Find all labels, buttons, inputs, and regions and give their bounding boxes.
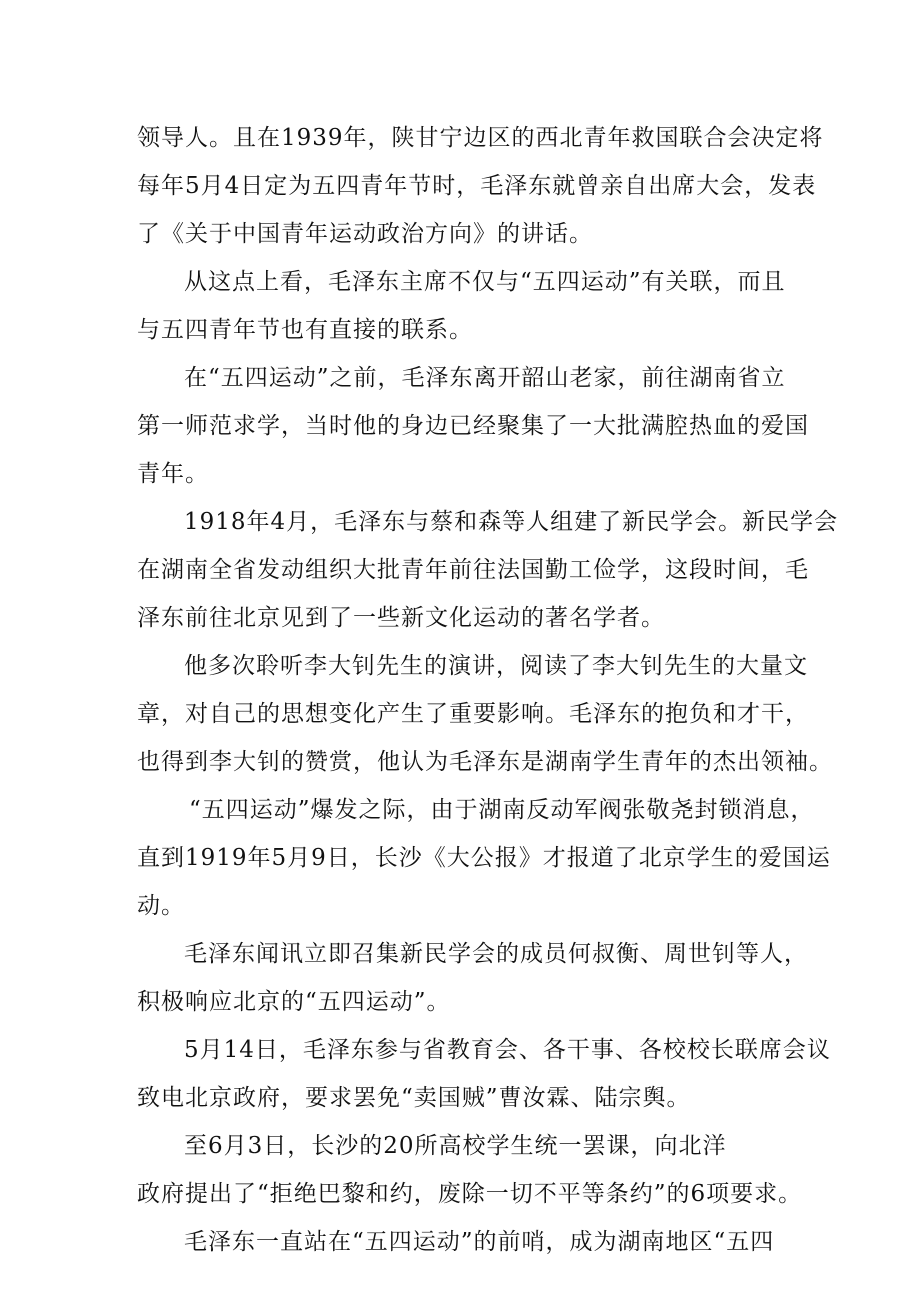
text-line: 每年5月4日定为五四青年节时，毛泽东就曾亲自出席大会，发表 [137,173,817,199]
text-line: 泽东前往北京见到了一些新文化运动的著名学者。 [137,605,665,631]
text-line: 与五四青年节也有直接的联系。 [137,317,473,343]
paragraph-start-line: 他多次聆听李大钊先生的演讲，阅读了李大钊先生的大量文 [184,653,808,679]
paragraph-start-line: 至6月3日，长沙的20所高校学生统一罢课，向北洋 [184,1133,727,1159]
paragraph-start-line: 1918年4月，毛泽东与蔡和森等人组建了新民学会。新民学会 [184,509,839,535]
text-line: 领导人。且在1939年，陕甘宁边区的西北青年救国联合会决定将 [137,125,824,151]
text-line: 动。 [137,893,185,919]
text-line: 章，对自己的思想变化产生了重要影响。毛泽东的抱负和才干， [137,701,809,727]
paragraph-start-line: 在“五四运动”之前，毛泽东离开韶山老家，前往湖南省立 [184,365,786,391]
text-line: 致电北京政府，要求罢免“卖国贼”曹汝霖、陆宗舆。 [137,1085,691,1111]
text-line: 在湖南全省发动组织大批青年前往法国勤工俭学，这段时间，毛 [137,557,809,583]
document-body [137,114,839,1266]
paragraph-start-line: 毛泽东闻讯立即召集新民学会的成员何叔衡、周世钊等人， [184,941,808,967]
paragraph-start-line: 5月14日，毛泽东参与省教育会、各干事、各校校长联席会议 [184,1037,831,1063]
text-line: 直到1919年5月9日，长沙《大公报》才报道了北京学生的爱国运 [137,845,831,871]
text-line: 青年。 [137,461,209,487]
text-line: 政府提出了“拒绝巴黎和约，废除一切不平等条约”的6项要求。 [137,1181,803,1207]
paragraph-start-line: 毛泽东一直站在“五四运动”的前哨，成为湖南地区“五四 [184,1229,775,1255]
paragraph-start-line: 从这点上看，毛泽东主席不仅与“五四运动”有关联，而且 [184,269,786,295]
text-line: 也得到李大钊的赞赏，他认为毛泽东是湖南学生青年的杰出领袖。 [137,749,833,775]
text-line: 积极响应北京的“五四运动”。 [137,989,451,1015]
text-line: 了《关于中国青年运动政治方向》的讲话。 [137,221,593,247]
paragraph-start-line: “五四运动”爆发之际，由于湖南反动军阀张敬尧封锁消息， [189,797,815,823]
text-line: 第一师范求学，当时他的身边已经聚集了一大批满腔热血的爱国 [137,413,809,439]
